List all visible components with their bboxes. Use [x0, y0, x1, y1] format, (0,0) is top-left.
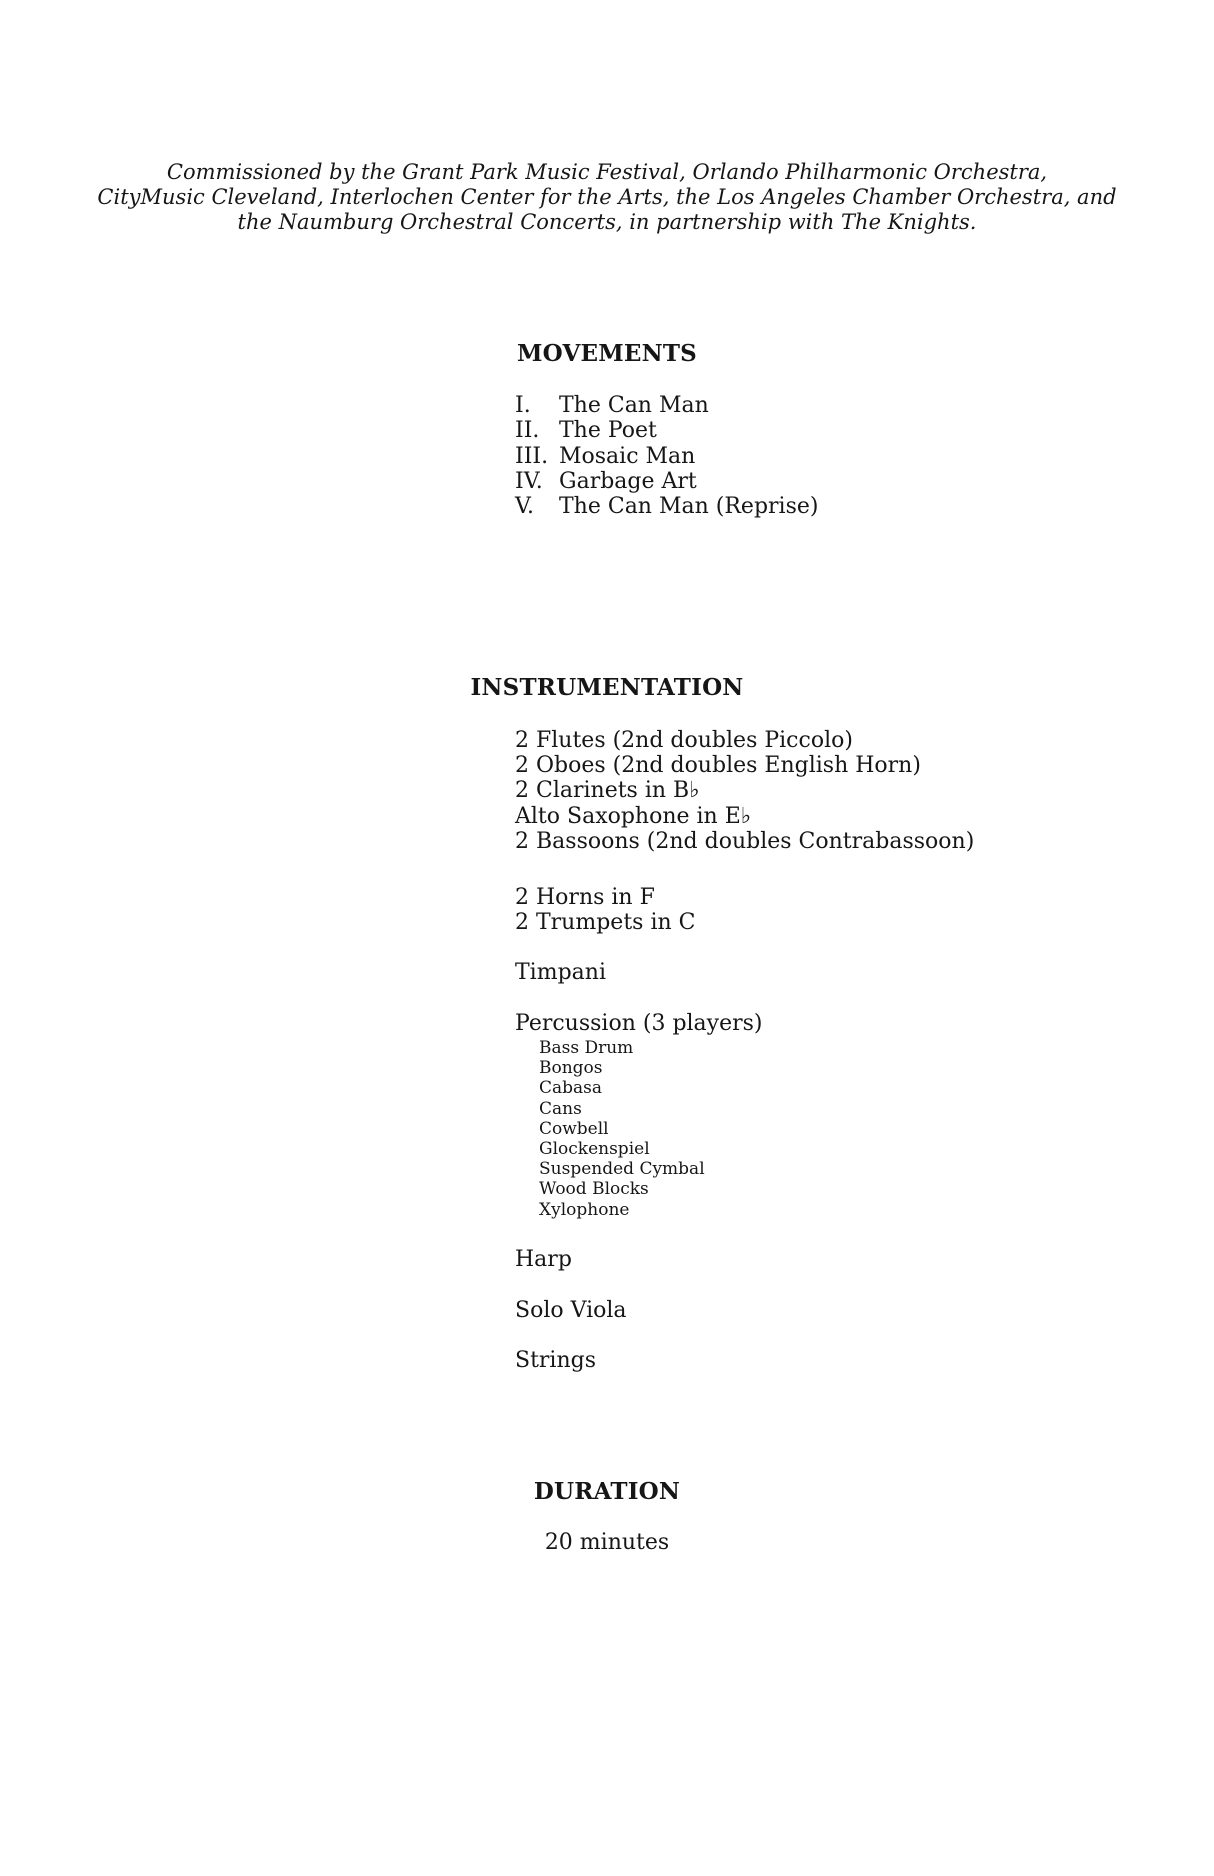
movement-item: [515, 469, 818, 494]
brass-list: [515, 885, 695, 935]
movement-item: [515, 418, 818, 443]
instrumentation-heading: INSTRUMENTATION: [470, 674, 744, 701]
movement-numeral: IV.: [515, 468, 543, 494]
movement-item: [515, 393, 818, 418]
percussion-item: Glockenspiel: [539, 1139, 650, 1160]
percussion-item: Xylophone: [539, 1199, 630, 1220]
movement-numeral: III.: [515, 443, 549, 469]
strings-line: Strings: [515, 1348, 597, 1373]
movement-item: [515, 444, 818, 469]
percussion-item: Bongos: [539, 1058, 603, 1079]
solo-viola-line: Solo Viola: [515, 1298, 627, 1323]
percussion-item: Cowbell: [539, 1118, 609, 1139]
movement-title: Garbage Art: [559, 468, 697, 494]
percussion-list: [539, 1038, 705, 1220]
commission-line: CityMusic Cleveland, Interlochen Center for the Arts, the Los Angeles Chamber Orchestra, and: [97, 185, 1117, 210]
movement-title: The Poet: [559, 418, 657, 444]
movement-numeral: II.: [515, 418, 540, 444]
timpani-line: Timpani: [515, 960, 606, 985]
movement-numeral: V.: [515, 494, 535, 520]
movement-title: The Can Man (Reprise): [559, 494, 819, 520]
woodwinds-list: [515, 728, 974, 854]
instrument-line: 2 Horns in F: [515, 885, 655, 910]
percussion-item: Wood Blocks: [539, 1179, 649, 1200]
duration-heading: DURATION: [533, 1478, 681, 1505]
instrument-line: 2 Trumpets in C: [515, 910, 696, 935]
movement-title: The Can Man: [559, 393, 709, 418]
percussion-item: Cans: [539, 1098, 582, 1119]
instrument-line: 2 Oboes (2nd doubles English Horn): [515, 753, 921, 779]
instrument-line: 2 Flutes (2nd doubles Piccolo): [515, 728, 853, 753]
instrument-line: 2 Bassoons (2nd doubles Contrabassoon): [515, 828, 975, 854]
commission-line: Commissioned by the Grant Park Music Festival, Orlando Philharmonic Orchestra,: [166, 160, 1048, 184]
instrument-line: 2 Clarinets in B♭: [515, 778, 700, 804]
commission-note: [0, 160, 1214, 236]
percussion-label: Percussion (3 players): [515, 1011, 763, 1036]
commission-line: the Naumburg Orchestral Concerts, in partnership with The Knights.: [237, 210, 977, 235]
percussion-item: Cabasa: [539, 1078, 603, 1099]
duration-value: 20 minutes: [544, 1530, 670, 1555]
movement-numeral: I.: [515, 393, 531, 418]
percussion-item: Suspended Cymbal: [539, 1159, 705, 1180]
instrument-line: Alto Saxophone in E♭: [515, 803, 752, 829]
percussion-item: Bass Drum: [539, 1038, 634, 1058]
movement-item: [515, 494, 818, 519]
movements-heading: MOVEMENTS: [516, 340, 697, 367]
harp-line: Harp: [515, 1247, 572, 1272]
movements-list: [515, 393, 818, 519]
movement-title: Mosaic Man: [559, 443, 696, 469]
